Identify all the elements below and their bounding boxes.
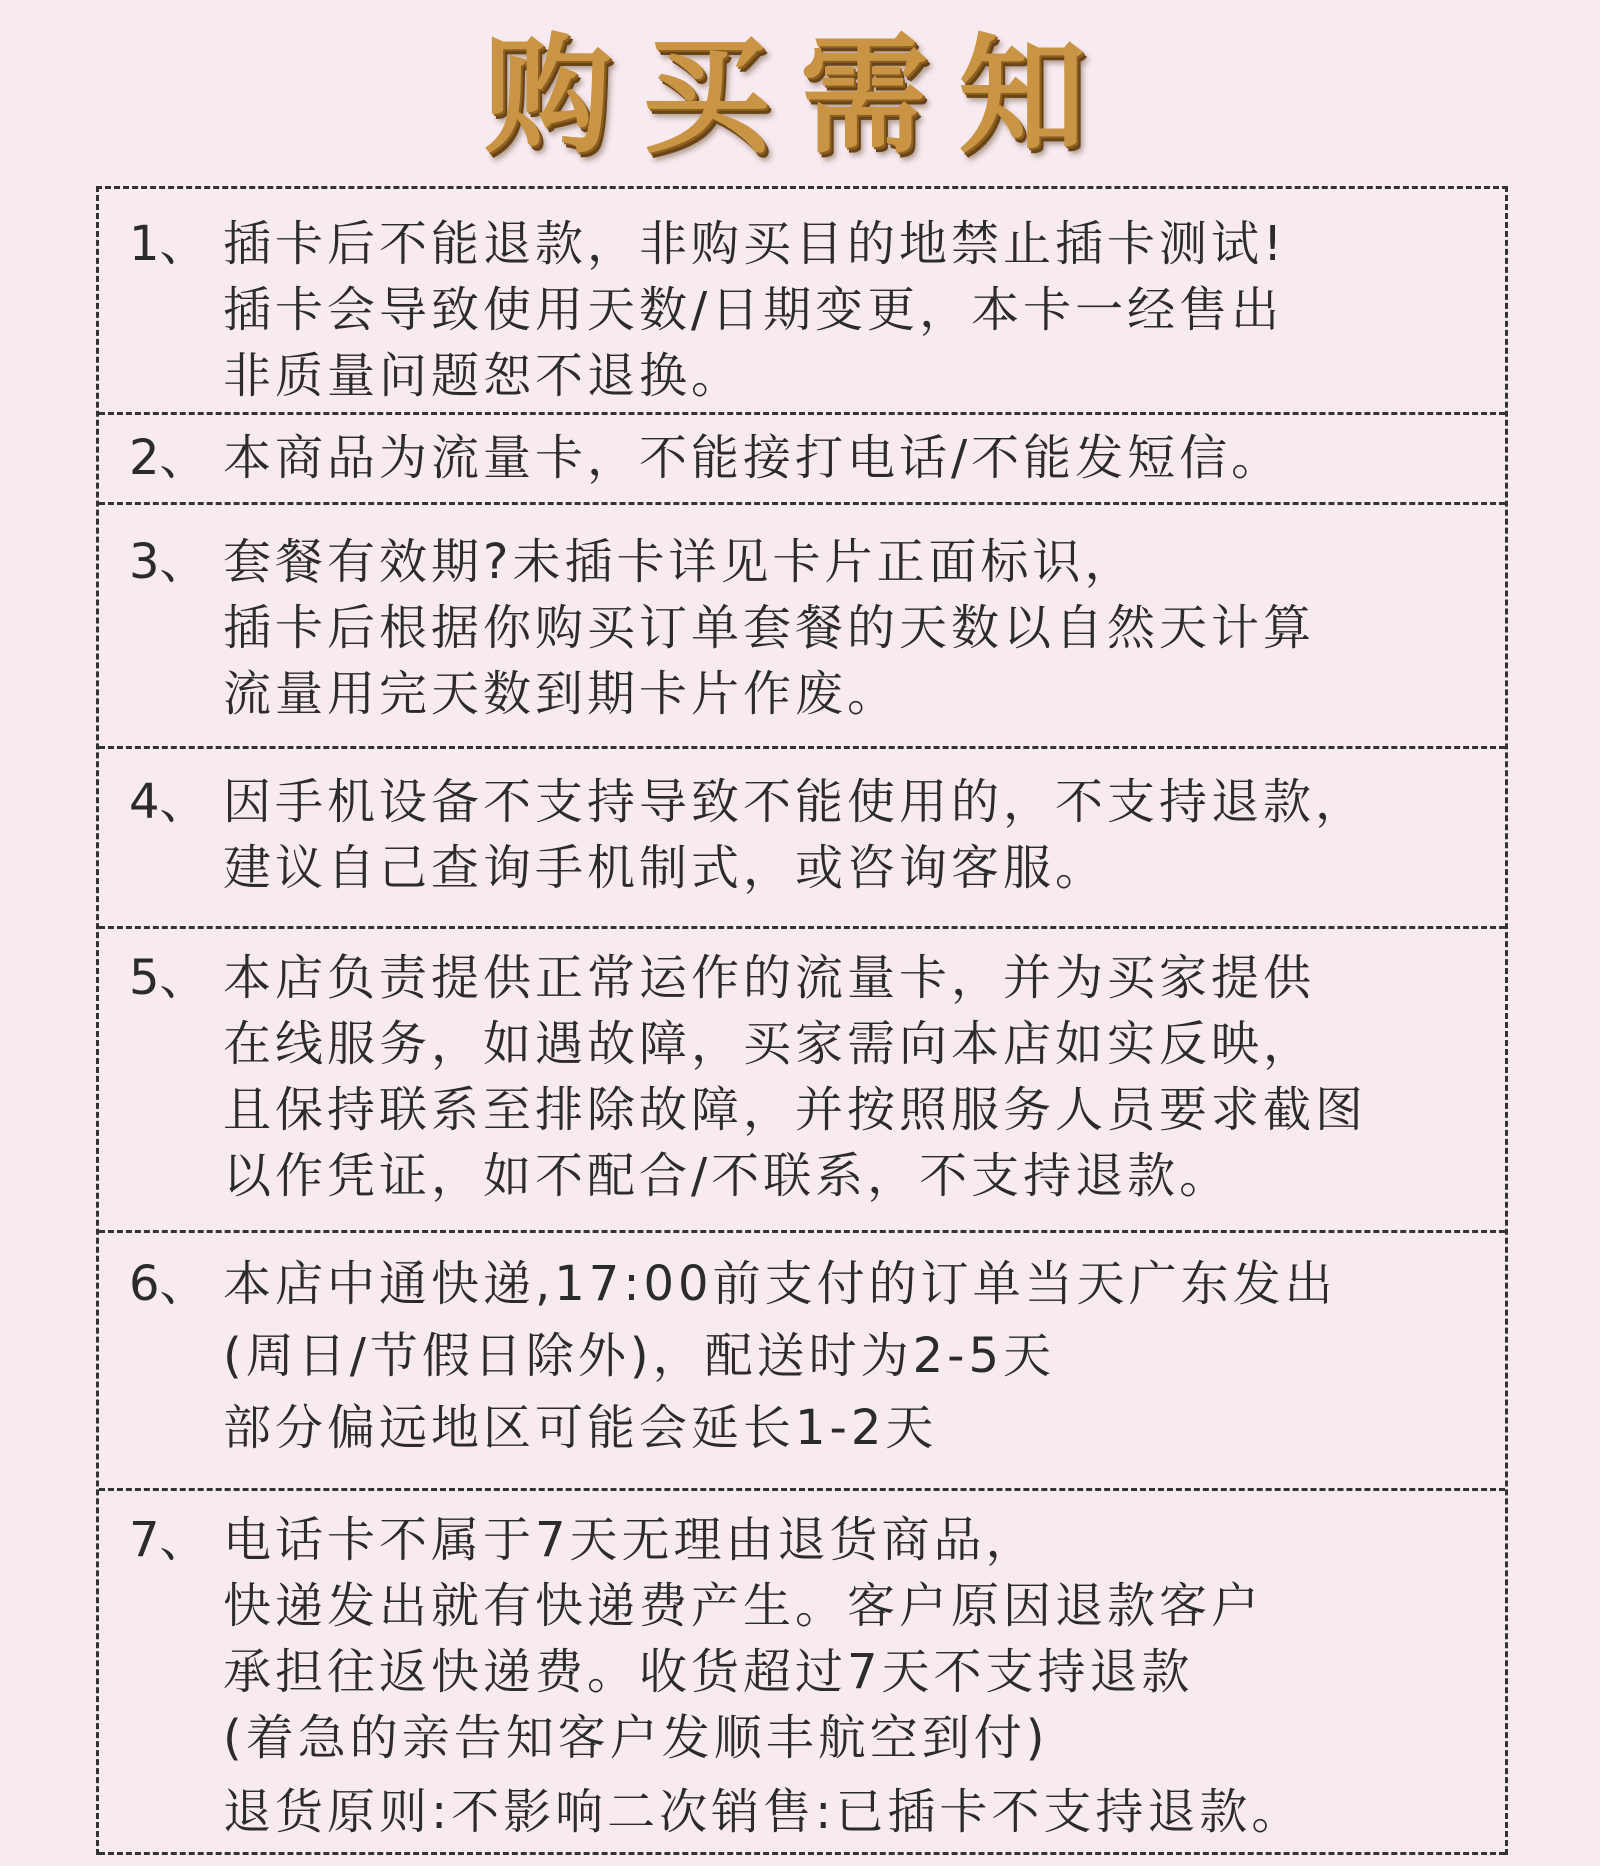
item-text <box>223 425 1505 491</box>
item-number: 7、 <box>129 1512 208 1568</box>
item-line: 本店中通快递,17:00前支付的订单当天广东发出 <box>223 1256 1337 1312</box>
item-line: (周日/节假日除外)，配送时为2-5天 <box>223 1328 1056 1384</box>
item-line: 插卡后根据你购买订单套餐的天数以自然天计算 <box>223 600 1316 656</box>
item-line: 流量用完天数到期卡片作废。 <box>223 666 900 722</box>
item-line: (着急的亲告知客户发顺丰航空到付) <box>223 1710 1049 1766</box>
item-line: 电话卡不属于7天无理由退货商品， <box>223 1512 1038 1568</box>
item-line: 插卡会导致使用天数/日期变更，本卡一经售出 <box>223 282 1284 338</box>
notice-item-3 <box>99 505 1505 749</box>
notice-list <box>96 186 1508 1855</box>
item-line: 本商品为流量卡，不能接打电话/不能发短信。 <box>223 430 1284 486</box>
item-number: 2、 <box>129 430 208 486</box>
item-text <box>223 1251 1505 1461</box>
notice-item-6 <box>99 1233 1505 1491</box>
item-line: 非质量问题恕不退换。 <box>223 348 744 404</box>
item-line: 在线服务，如遇故障，买家需向本店如实反映， <box>223 1016 1316 1072</box>
item-number: 1、 <box>129 216 208 272</box>
item-text <box>223 211 1505 409</box>
item-line: 部分偏远地区可能会延长1-2天 <box>223 1400 938 1456</box>
item-text <box>223 769 1505 901</box>
item-text <box>223 1507 1505 1845</box>
item-line: 退货原则:不影响二次销售:已插卡不支持退款。 <box>223 1784 1304 1840</box>
notice-item-7 <box>99 1491 1505 1855</box>
item-line: 因手机设备不支持导致不能使用的，不支持退款， <box>223 774 1368 830</box>
item-line: 承担往返快递费。收货超过7天不支持退款 <box>223 1644 1194 1700</box>
item-line: 本店负责提供正常运作的流量卡，并为买家提供 <box>223 950 1316 1006</box>
item-text <box>223 529 1505 727</box>
item-number: 5、 <box>129 950 208 1006</box>
item-line: 套餐有效期?未插卡详见卡片正面标识， <box>223 534 1137 590</box>
item-number: 3、 <box>129 534 208 590</box>
item-number: 6、 <box>129 1256 208 1312</box>
page-title: 购买需知 <box>483 22 1116 171</box>
item-line: 建议自己查询手机制式，或咨询客服。 <box>223 840 1108 896</box>
item-line: 快递发出就有快递费产生。客户原因退款客户 <box>223 1578 1264 1634</box>
notice-item-5 <box>99 929 1505 1233</box>
notice-item-4 <box>99 749 1505 929</box>
item-text <box>223 945 1505 1209</box>
item-line: 且保持联系至排除故障，并按照服务人员要求截图 <box>223 1082 1368 1138</box>
notice-item-1 <box>99 189 1505 415</box>
notice-item-2 <box>99 415 1505 505</box>
item-number: 4、 <box>129 774 208 830</box>
item-line: 插卡后不能退款，非购买目的地禁止插卡测试! <box>223 216 1287 272</box>
item-line: 以作凭证，如不配合/不联系，不支持退款。 <box>223 1148 1232 1204</box>
